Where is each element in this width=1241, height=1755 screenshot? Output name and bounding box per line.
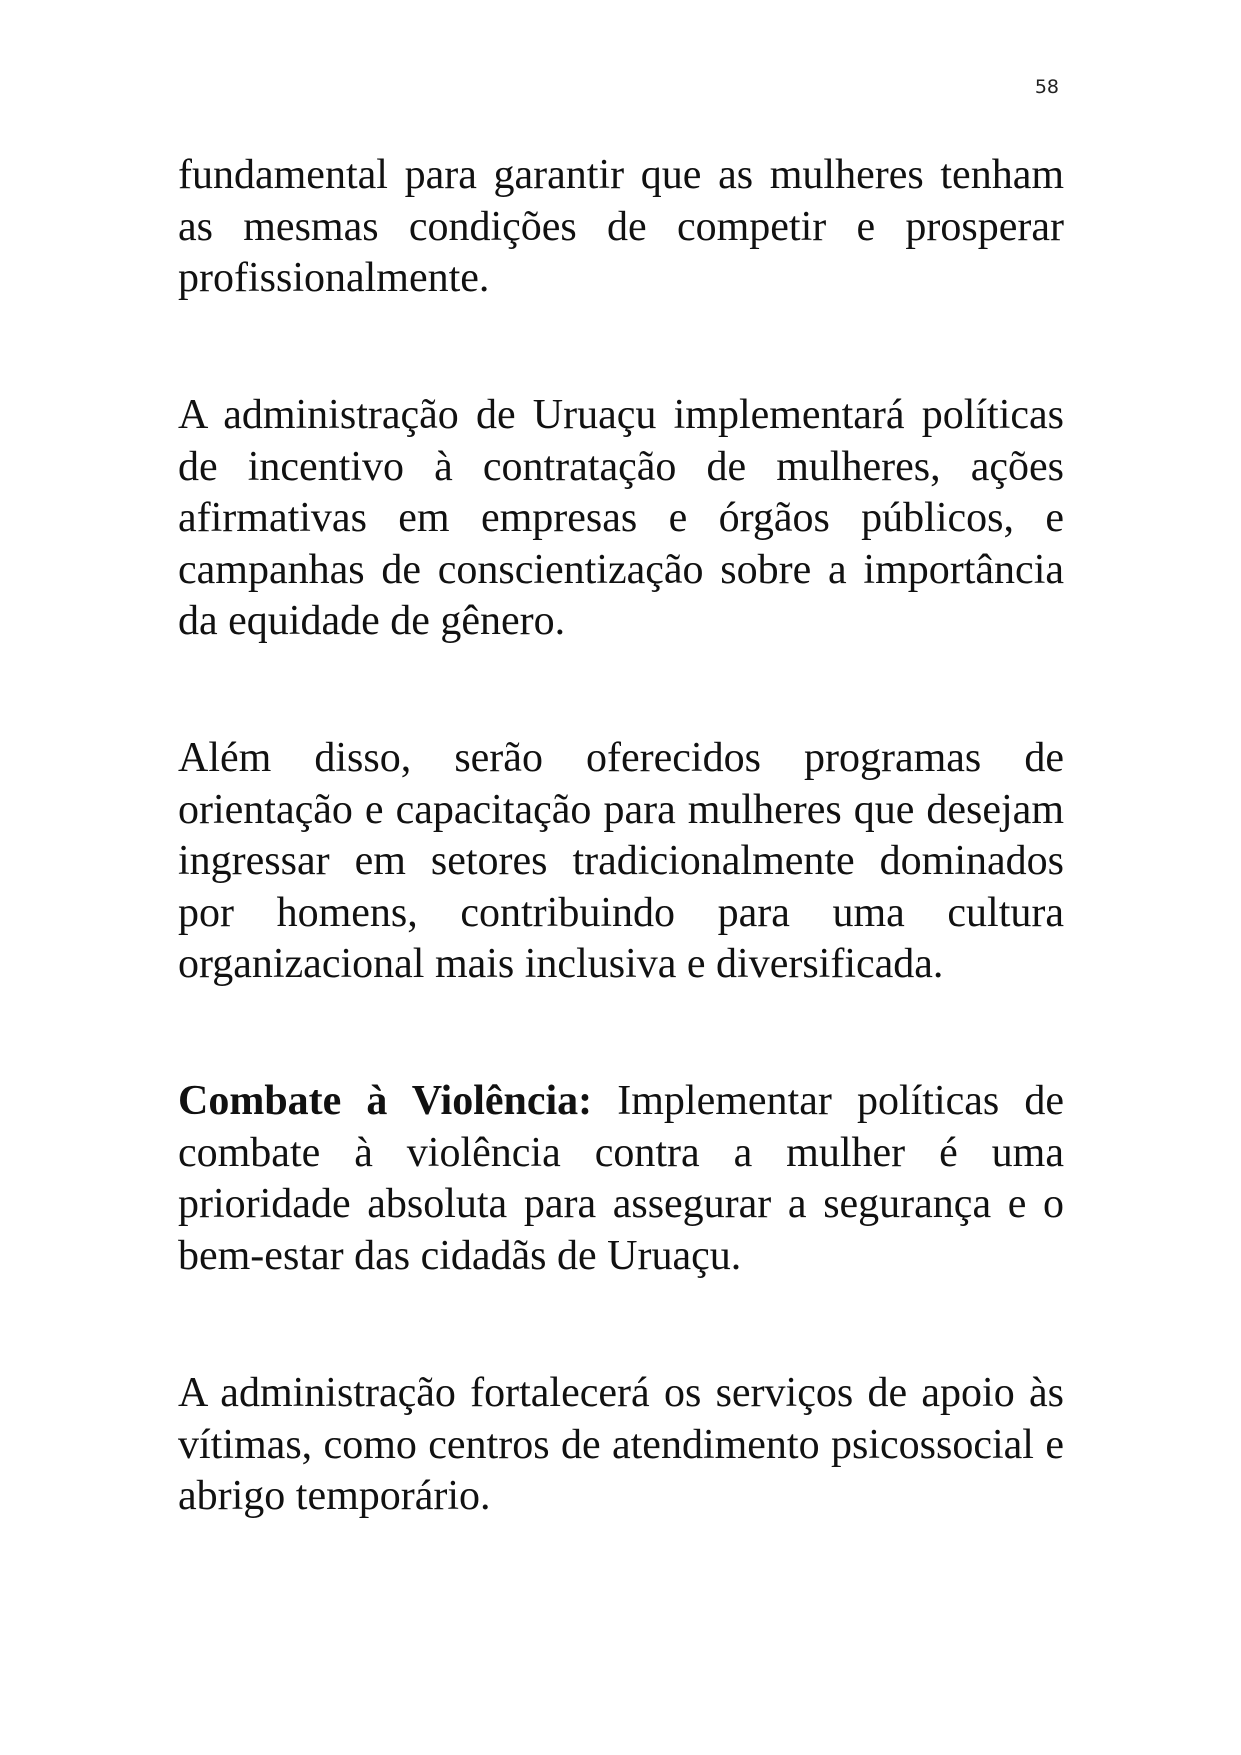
paragraph-1: fundamental para garantir que as mulheres tenham as mesmas condições de competir e prosperar profissionalmente. (178, 152, 1064, 301)
paragraph-2: A administração de Uruaçu implementará políticas de incentivo à contratação de mulheres, ações afirmativas em empresas e órgãos públicos, e campanhas de conscientização sobre a importância da equidade de gênero. (178, 392, 1064, 644)
paragraph-3: Além disso, serão oferecidos programas de orientação e capacitação para mulheres que desejam ingressar em setores tradicionalmente dominados por homens, contribuindo para uma cultura organizacional mais inclusiva e diversificada. (178, 735, 1064, 987)
page-number: 58 (1034, 76, 1059, 98)
paragraph-4-text: Implementar políticas de combate à violência contra a mulher é uma prioridade absoluta para assegurar a segurança e o bem-estar das cidadãs de Uruaçu. (178, 1078, 1064, 1279)
paragraph-5: A administração fortalecerá os serviços de apoio às vítimas, como centros de atendimento psicossocial e abrigo temporário. (178, 1370, 1064, 1519)
section-heading-combate-violencia: Combate à Violência: (178, 1078, 593, 1124)
paragraph-4 (178, 1076, 1064, 1282)
